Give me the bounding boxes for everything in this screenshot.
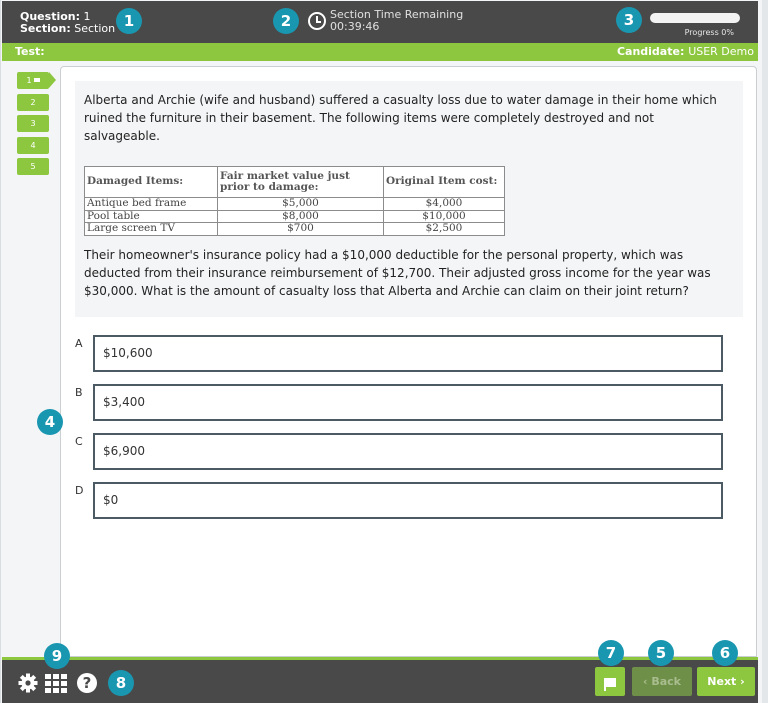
question-prompt: Their homeowner's insurance policy had a $10,000 deductible for the personal property, which was deducted from their insurance reimbursement of $12,700. Their adjusted gross income for the year was $30,000. What is the amount of casualty loss that Alberta and Archie can claim on their joint return? <box>84 247 711 298</box>
question-nav-label: 3 <box>30 119 36 128</box>
callout-badge-6: 6 <box>712 640 738 666</box>
candidate-name: USER Demo <box>688 45 754 58</box>
callout-badge-5: 5 <box>648 640 674 666</box>
table-cell: $700 <box>218 223 384 236</box>
question-navigator <box>17 72 51 180</box>
table-cell: Large screen TV <box>85 223 218 236</box>
callout-badge-3: 3 <box>616 7 642 33</box>
callout-badge-4: 4 <box>37 409 63 435</box>
callout-badge-7: 7 <box>598 640 624 666</box>
callout-badge-9: 9 <box>44 643 70 669</box>
gear-icon[interactable] <box>18 673 38 693</box>
option-text[interactable]: $0 <box>93 482 723 519</box>
option-letter: D <box>75 484 84 497</box>
question-info <box>20 11 115 35</box>
table-header: Original Item cost: <box>384 167 505 198</box>
question-circle-icon[interactable]: ? <box>77 673 97 693</box>
back-button[interactable]: ‹ Back <box>632 667 692 696</box>
table-cell: $4,000 <box>384 198 505 211</box>
question-nav-label: 4 <box>30 140 36 150</box>
table-header-row <box>85 167 505 198</box>
option-letter: A <box>75 337 83 350</box>
flag-icon <box>34 78 40 82</box>
question-nav-3[interactable] <box>17 115 49 132</box>
table-cell: Antique bed frame <box>85 198 218 211</box>
test-label: Test: <box>15 45 45 58</box>
flag-button[interactable] <box>595 667 625 696</box>
grid-icon[interactable] <box>45 674 67 692</box>
progress-indicator <box>650 13 742 37</box>
question-nav-label: 1 <box>26 76 32 85</box>
question-nav-2[interactable] <box>17 94 49 111</box>
question-label: Question: <box>20 10 81 23</box>
question-nav-label: 5 <box>30 162 36 171</box>
question-nav-5[interactable] <box>17 158 49 175</box>
question-number: 1 <box>83 10 91 23</box>
callout-badge-1: 1 <box>116 8 142 34</box>
progress-bar <box>650 13 740 23</box>
question-nav-label: 2 <box>30 97 36 107</box>
option-text[interactable]: $10,600 <box>93 335 723 372</box>
table-cell: $10,000 <box>384 210 505 223</box>
candidate-info <box>617 45 754 58</box>
section-label: Section: <box>20 22 71 35</box>
table-row <box>85 198 505 211</box>
clock-icon <box>308 12 326 30</box>
timer-label: Section Time Remaining <box>330 8 464 21</box>
question-nav-1[interactable] <box>17 72 49 89</box>
table-header: Fair market value just prior to damage: <box>218 167 384 198</box>
table-row <box>85 223 505 236</box>
section-name: Section <box>74 22 116 35</box>
next-button[interactable]: Next › <box>697 667 755 696</box>
section-timer <box>308 9 463 33</box>
option-letter: C <box>75 435 83 448</box>
table-cell: $2,500 <box>384 223 505 236</box>
flag-icon <box>605 678 616 687</box>
table-cell: $5,000 <box>218 198 384 211</box>
question-nav-4[interactable] <box>17 137 49 154</box>
damaged-items-table <box>84 166 505 236</box>
table-cell: Pool table <box>85 210 218 223</box>
timer-value: 00:39:46 <box>330 20 380 33</box>
table-cell: $8,000 <box>218 210 384 223</box>
question-panel <box>60 66 757 657</box>
progress-label: Progress 0% <box>684 28 734 37</box>
callout-badge-2: 2 <box>273 8 299 34</box>
option-text[interactable]: $3,400 <box>93 384 723 421</box>
candidate-label: Candidate: <box>616 45 685 58</box>
question-intro: Alberta and Archie (wife and husband) suffered a casualty loss due to water damage in their home which ruined the furniture in their basement. The following items were completely destroyed and not salvageable. <box>84 93 717 143</box>
info-bar <box>2 43 758 61</box>
callout-badge-8: 8 <box>108 670 134 696</box>
table-header: Damaged Items: <box>85 167 218 198</box>
option-text[interactable]: $6,900 <box>93 433 723 470</box>
question-stem <box>75 81 743 317</box>
option-letter: B <box>75 386 83 399</box>
table-row <box>85 210 505 223</box>
